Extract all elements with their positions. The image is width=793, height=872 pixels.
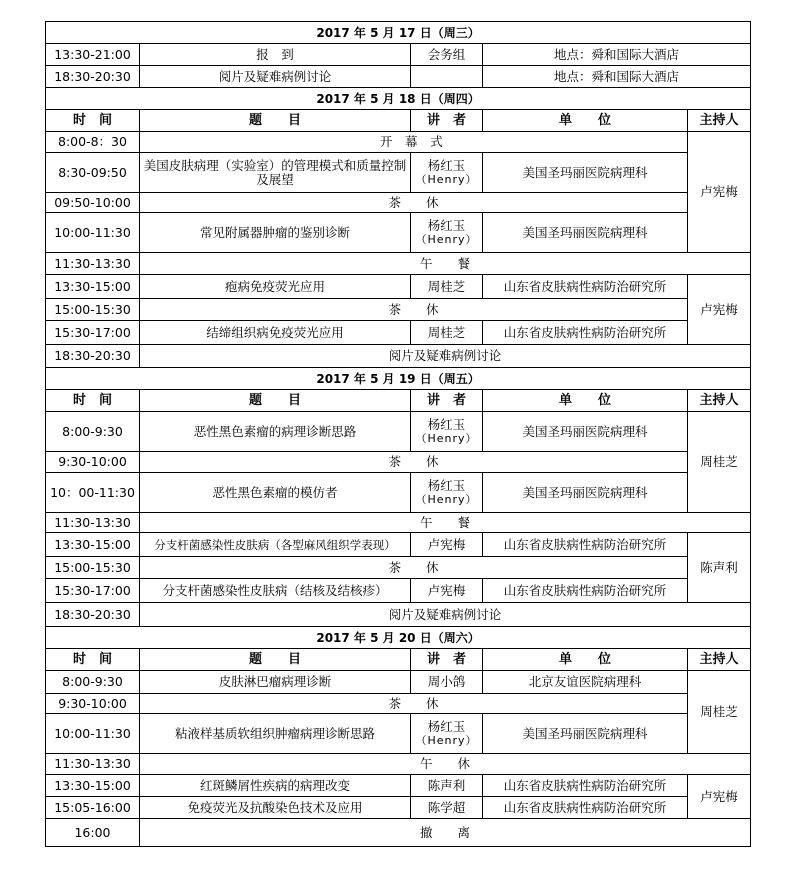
speaker-en: （Henry） xyxy=(415,172,478,186)
time-cell: 9:30-10:00 xyxy=(46,694,140,714)
table-row xyxy=(46,193,751,213)
table-row xyxy=(46,66,751,88)
topic-cell: 结缔组织病免疫荧光应用 xyxy=(140,321,411,345)
host-cell: 卢宪梅 xyxy=(688,275,751,345)
unit-cell: 美国圣玛丽医院病理科 xyxy=(483,213,688,253)
time-cell: 8:00-9:30 xyxy=(46,412,140,452)
time-cell: 11:30-13:30 xyxy=(46,253,140,275)
speaker-cell: 卢宪梅 xyxy=(411,579,483,603)
col-header-unit: 单 位 xyxy=(483,649,688,671)
table-row xyxy=(46,557,751,579)
table-row xyxy=(46,452,751,473)
table-row xyxy=(46,473,751,513)
col-header-topic: 题 目 xyxy=(140,390,411,412)
col-header-host: 主持人 xyxy=(688,110,751,132)
table-row xyxy=(46,44,751,66)
unit-cell: 山东省皮肤病性病防治研究所 xyxy=(483,275,688,299)
topic-cell: 茶 休 xyxy=(140,193,688,213)
time-cell: 09:50-10:00 xyxy=(46,193,140,213)
speaker-en: （Henry） xyxy=(415,431,478,445)
col-header-topic: 题 目 xyxy=(140,110,411,132)
column-header-row xyxy=(46,649,751,671)
table-row xyxy=(46,533,751,557)
speaker-cell: 周小鸽 xyxy=(411,671,483,694)
speaker-en: （Henry） xyxy=(415,492,478,506)
table-row xyxy=(46,345,751,368)
speaker-cell xyxy=(411,66,483,88)
table-row xyxy=(46,603,751,627)
unit-cell: 山东省皮肤病性病防治研究所 xyxy=(483,797,688,819)
unit-cell: 山东省皮肤病性病防治研究所 xyxy=(483,533,688,557)
topic-cell: 皮肤淋巴瘤病理诊断 xyxy=(140,671,411,694)
topic-cell: 阅片及疑难病例讨论 xyxy=(140,345,751,368)
col-header-host: 主持人 xyxy=(688,390,751,412)
topic-cell: 常见附属器肿瘤的鉴别诊断 xyxy=(140,213,411,253)
time-cell: 8:00-8：30 xyxy=(46,132,140,153)
topic-cell: 午 餐 xyxy=(140,513,751,533)
topic-cell: 恶性黑色素瘤的模仿者 xyxy=(140,473,411,513)
speaker-cell xyxy=(411,153,483,193)
host-cell: 周桂芝 xyxy=(688,671,751,754)
time-cell: 8:00-9:30 xyxy=(46,671,140,694)
topic-cell: 红斑鳞屑性疾病的病理改变 xyxy=(140,775,411,797)
topic-cell: 午 休 xyxy=(140,754,751,775)
table-row xyxy=(46,714,751,754)
table-row xyxy=(46,671,751,694)
unit-cell: 山东省皮肤病性病防治研究所 xyxy=(483,321,688,345)
speaker-name: 杨红玉 xyxy=(427,477,466,493)
unit-cell: 美国圣玛丽医院病理科 xyxy=(483,153,688,193)
col-header-speaker: 讲 者 xyxy=(411,649,483,671)
speaker-cell xyxy=(411,412,483,452)
speaker-cell: 卢宪梅 xyxy=(411,533,483,557)
time-cell: 13:30-15:00 xyxy=(46,775,140,797)
topic-cell: 报 到 xyxy=(140,44,411,66)
column-header-row xyxy=(46,110,751,132)
time-cell: 16:00 xyxy=(46,819,140,847)
table-row xyxy=(46,132,751,153)
time-cell: 11:30-13:30 xyxy=(46,513,140,533)
col-header-time: 时 间 xyxy=(46,390,140,412)
speaker-cell: 陈声利 xyxy=(411,775,483,797)
table-row xyxy=(46,213,751,253)
schedule-table xyxy=(45,21,751,847)
time-cell: 15:00-15:30 xyxy=(46,299,140,321)
speaker-en: （Henry） xyxy=(415,232,478,246)
unit-cell: 美国圣玛丽医院病理科 xyxy=(483,714,688,754)
speaker-en: （Henry） xyxy=(415,733,478,747)
column-header-row xyxy=(46,390,751,412)
col-header-speaker: 讲 者 xyxy=(411,110,483,132)
topic-cell: 茶 休 xyxy=(140,557,688,579)
speaker-name: 杨红玉 xyxy=(427,416,466,432)
table-row xyxy=(46,579,751,603)
table-row xyxy=(46,299,751,321)
speaker-cell: 周桂芝 xyxy=(411,275,483,299)
topic-cell: 茶 休 xyxy=(140,452,688,473)
topic-cell: 茶 休 xyxy=(140,694,688,714)
unit-cell: 山东省皮肤病性病防治研究所 xyxy=(483,775,688,797)
unit-cell: 美国圣玛丽医院病理科 xyxy=(483,473,688,513)
table-row xyxy=(46,775,751,797)
day-header: 2017 年 5 月 17 日（周三） xyxy=(46,22,751,44)
topic-cell: 美国皮肤病理（实验室）的管理模式和质量控制及展望 xyxy=(140,153,411,193)
place-cell: 地点：舜和国际大酒店 xyxy=(483,66,751,88)
host-cell: 陈声利 xyxy=(688,533,751,603)
time-cell: 15:05-16:00 xyxy=(46,797,140,819)
speaker-cell xyxy=(411,714,483,754)
speaker-cell xyxy=(411,213,483,253)
time-cell: 10：00-11:30 xyxy=(46,473,140,513)
time-cell: 13:30-15:00 xyxy=(46,533,140,557)
table-row xyxy=(46,321,751,345)
speaker-cell: 陈学超 xyxy=(411,797,483,819)
speaker-cell xyxy=(411,473,483,513)
topic-cell: 恶性黑色素瘤的病理诊断思路 xyxy=(140,412,411,452)
time-cell: 15:00-15:30 xyxy=(46,557,140,579)
time-cell: 10:00-11:30 xyxy=(46,213,140,253)
topic-cell: 粘液样基质软组织肿瘤病理诊断思路 xyxy=(140,714,411,754)
speaker-name: 杨红玉 xyxy=(427,217,466,233)
col-header-time: 时 间 xyxy=(46,649,140,671)
place-cell: 地点：舜和国际大酒店 xyxy=(483,44,751,66)
table-row xyxy=(46,412,751,452)
unit-cell: 山东省皮肤病性病防治研究所 xyxy=(483,579,688,603)
col-header-speaker: 讲 者 xyxy=(411,390,483,412)
topic-cell: 撤 离 xyxy=(140,819,751,847)
time-cell: 8:30-09:50 xyxy=(46,153,140,193)
topic-cell: 分支杆菌感染性皮肤病（各型麻风组织学表现） xyxy=(140,533,411,557)
time-cell: 10:00-11:30 xyxy=(46,714,140,754)
time-cell: 18:30-20:30 xyxy=(46,66,140,88)
table-row xyxy=(46,275,751,299)
day-header: 2017 年 5 月 18 日（周四） xyxy=(46,88,751,110)
speaker-cell: 周桂芝 xyxy=(411,321,483,345)
col-header-topic: 题 目 xyxy=(140,649,411,671)
host-cell: 卢宪梅 xyxy=(688,132,751,253)
topic-cell: 阅片及疑难病例讨论 xyxy=(140,66,411,88)
speaker-name: 杨红玉 xyxy=(427,157,466,173)
col-header-unit: 单 位 xyxy=(483,110,688,132)
time-cell: 18:30-20:30 xyxy=(46,603,140,627)
time-cell: 13:30-15:00 xyxy=(46,275,140,299)
unit-cell: 北京友谊医院病理科 xyxy=(483,671,688,694)
time-cell: 11:30-13:30 xyxy=(46,754,140,775)
speaker-cell: 会务组 xyxy=(411,44,483,66)
topic-cell: 开 幕 式 xyxy=(140,132,688,153)
table-row xyxy=(46,253,751,275)
table-row xyxy=(46,819,751,847)
unit-cell: 美国圣玛丽医院病理科 xyxy=(483,412,688,452)
time-cell: 18:30-20:30 xyxy=(46,345,140,368)
time-cell: 15:30-17:00 xyxy=(46,321,140,345)
table-row xyxy=(46,513,751,533)
host-cell: 周桂芝 xyxy=(688,412,751,513)
topic-cell: 疱病免疫荧光应用 xyxy=(140,275,411,299)
table-row xyxy=(46,797,751,819)
day-header: 2017 年 5 月 19 日（周五） xyxy=(46,368,751,390)
table-row xyxy=(46,153,751,193)
table-row xyxy=(46,754,751,775)
topic-cell: 分支杆菌感染性皮肤病（结核及结核疹） xyxy=(140,579,411,603)
time-cell: 9:30-10:00 xyxy=(46,452,140,473)
host-cell: 卢宪梅 xyxy=(688,775,751,819)
topic-cell: 阅片及疑难病例讨论 xyxy=(140,603,751,627)
topic-cell: 午 餐 xyxy=(140,253,751,275)
time-cell: 13:30-21:00 xyxy=(46,44,140,66)
topic-cell: 茶 休 xyxy=(140,299,688,321)
day-header: 2017 年 5 月 20 日（周六） xyxy=(46,627,751,649)
col-header-time: 时 间 xyxy=(46,110,140,132)
time-cell: 15:30-17:00 xyxy=(46,579,140,603)
speaker-name: 杨红玉 xyxy=(427,718,466,734)
col-header-unit: 单 位 xyxy=(483,390,688,412)
topic-cell: 免疫荧光及抗酸染色技术及应用 xyxy=(140,797,411,819)
col-header-host: 主持人 xyxy=(688,649,751,671)
table-row xyxy=(46,694,751,714)
